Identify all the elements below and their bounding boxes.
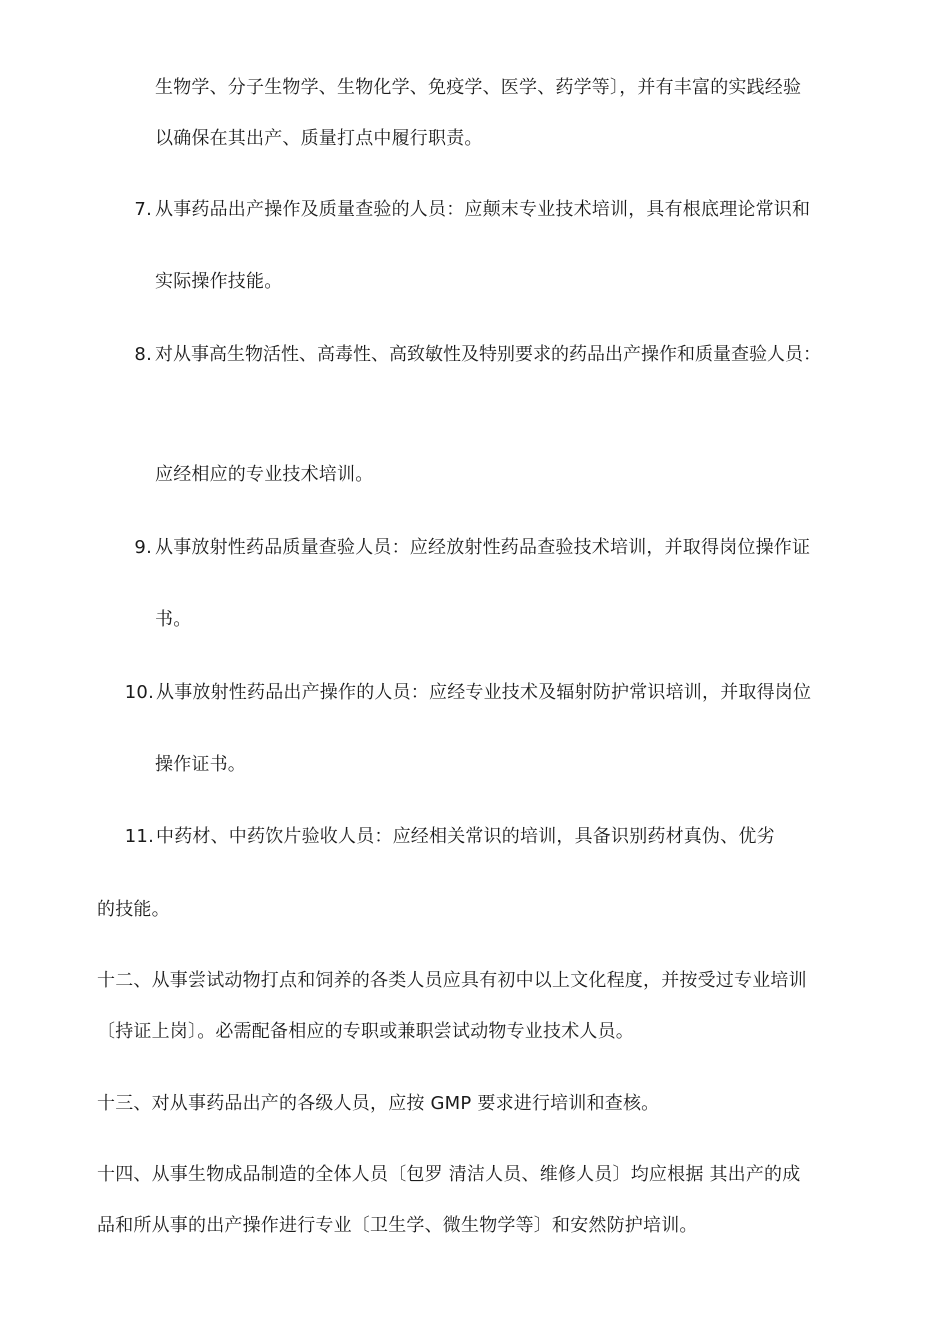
item-8-line-1: 对从事高生物活性、高毒性、高致敏性及特别要求的药品出产操作和质量查验人员： [155,344,821,365]
item-number-7: 7. [134,199,152,220]
intro-line-1: 生物学、分子生物学、生物化学、免疫学、医学、药学等〕，并有丰富的实践经验 [155,77,802,98]
item-7-line-2: 实际操作技能。 [155,271,283,292]
item-7-line-1: 从事药品出产操作及质量查验的人员：应颠末专业技术培训，具有根底理论常识和 [155,199,811,220]
item-9-line-1: 从事放射性药品质量查验人员：应经放射性药品查验技术培训，并取得岗位操作证 [155,537,811,558]
section-13-line-1: 十三、对从事药品出产的各级人员，应按 GMP 要求进行培训和查核。 [97,1093,660,1114]
item-number-8: 8. [134,344,152,365]
section-12-line-2: 〔持证上岗〕。必需配备相应的专职或兼职尝试动物专业技术人员。 [97,1021,634,1042]
item-11-line-1: 中药材、中药饮片验收人员：应经相关常识的培训，具备识别药材真伪、优劣 [156,826,775,847]
item-9-line-2: 书。 [155,609,192,630]
section-12-line-1: 十二、从事尝试动物打点和饲养的各类人员应具有初中以上文化程度，并按受过专业培训 [97,970,807,991]
item-number-9: 9. [134,537,152,558]
section-14-line-1: 十四、从事生物成品制造的全体人员〔包罗 清洁人员、维修人员〕均应根据 其出产的成 [97,1164,801,1185]
item-11-line-2: 的技能。 [97,899,170,920]
item-10-line-2: 操作证书。 [155,754,246,775]
item-8-line-2: 应经相应的专业技术培训。 [155,464,374,485]
section-14-line-2: 品和所从事的出产操作进行专业〔卫生学、微生物学等〕和安然防护培训。 [97,1215,698,1236]
item-number-10: 10. [124,682,154,703]
intro-line-2: 以确保在其出产、质量打点中履行职责。 [155,128,483,149]
item-10-line-1: 从事放射性药品出产操作的人员：应经专业技术及辐射防护常识培训，并取得岗位 [156,682,812,703]
item-number-11: 11. [124,826,154,847]
